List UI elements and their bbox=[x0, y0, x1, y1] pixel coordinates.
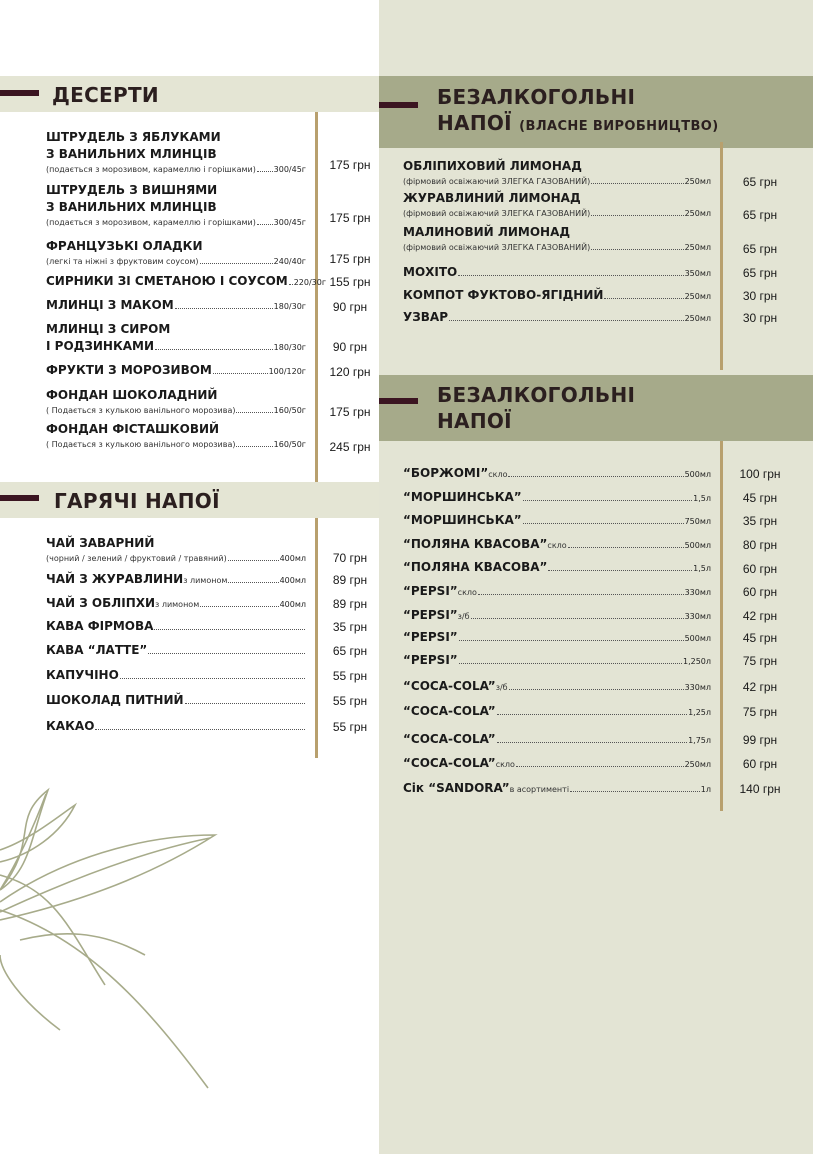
dessert-item: ФРАНЦУЗЬКІ ОЛАДКИ (легкі та ніжні з фруктовим соусом) 240/40г bbox=[46, 239, 306, 266]
soft-own-price: 65 грн bbox=[742, 175, 778, 189]
desserts-title: ДЕСЕРТИ bbox=[52, 83, 159, 107]
hot-drink-price: 70 грн bbox=[332, 551, 368, 565]
soft-own-item: ЖУРАВЛИНИЙ ЛИМОНАД (фірмовий освіжаючий ЗЛЕГКА ГАЗОВАНИЙ) 250мл bbox=[403, 191, 711, 218]
dessert-item: МЛИНЦІ З СИРОМ І РОДЗИНКАМИ 180/30г bbox=[46, 322, 306, 353]
soft-item: “БОРЖОМІ” скло 500мл bbox=[403, 466, 711, 480]
hot-drink-item: ЧАЙ З ЖУРАВЛИНИ з лимоном 400мл bbox=[46, 572, 306, 586]
soft-price: 75 грн bbox=[742, 705, 778, 719]
soft-item: “COCA-COLA” скло 250мл bbox=[403, 756, 711, 770]
dessert-price: 175 грн bbox=[329, 252, 371, 266]
dessert-price: 175 грн bbox=[329, 158, 371, 172]
hot-drink-item: ЧАЙ З ОБЛІПХИ з лимоном 400мл bbox=[46, 596, 306, 610]
soft-own-item: ОБЛІПИХОВИЙ ЛИМОНАД (фірмовий освіжаючий ЗЛЕГКА ГАЗОВАНИЙ) 250мл bbox=[403, 159, 711, 186]
hot-drink-price: 35 грн bbox=[332, 620, 368, 634]
dessert-price: 120 грн bbox=[329, 365, 371, 379]
dessert-price: 90 грн bbox=[332, 340, 368, 354]
soft-item: “МОРШИНСЬКА” 750мл bbox=[403, 513, 711, 527]
dessert-item: МЛИНЦІ З МАКОМ 180/30г bbox=[46, 298, 306, 312]
dessert-item: ШТРУДЕЛЬ З ЯБЛУКАМИ З ВАНИЛЬНИХ МЛИНЦІВ (подається з морозивом, карамеллю і горішками) 300/45г bbox=[46, 130, 306, 174]
hot-drink-price: 65 грн bbox=[332, 644, 368, 658]
soft-item: “МОРШИНСЬКА” 1,5л bbox=[403, 490, 711, 504]
soft-item: “ПОЛЯНА КВАСОВА” скло 500мл bbox=[403, 537, 711, 551]
soft-item: “PEPSI” 500мл bbox=[403, 630, 711, 644]
desserts-divider bbox=[315, 112, 318, 482]
dessert-price: 90 грн bbox=[332, 300, 368, 314]
hot-drink-item: КАВА ФІРМОВА bbox=[46, 618, 306, 635]
dessert-price: 245 грн bbox=[329, 440, 371, 454]
soft-accent-bar bbox=[379, 398, 418, 404]
soft-own-price: 30 грн bbox=[742, 311, 778, 325]
dessert-item: ФРУКТИ З МОРОЗИВОМ 100/120г bbox=[46, 363, 306, 377]
soft-price: 80 грн bbox=[742, 538, 778, 552]
soft-own-item: УЗВАР 250мл bbox=[403, 310, 711, 324]
hot-drink-price: 89 грн bbox=[332, 597, 368, 611]
dessert-item: ШТРУДЕЛЬ З ВИШНЯМИ З ВАНИЛЬНИХ МЛИНЦІВ (подається з морозивом, карамеллю і горішками) 300/45г bbox=[46, 183, 306, 227]
soft-price: 60 грн bbox=[742, 562, 778, 576]
soft-own-divider bbox=[720, 142, 723, 370]
hot-drink-item: КАВА “ЛАТТЕ” bbox=[46, 642, 306, 659]
dessert-price: 175 грн bbox=[329, 211, 371, 225]
soft-own-price: 65 грн bbox=[742, 242, 778, 256]
dessert-price: 175 грн bbox=[329, 405, 371, 419]
soft-own-title: БЕЗАЛКОГОЛЬНІ НАПОЇ (ВЛАСНЕ ВИРОБНИЦТВО) bbox=[437, 85, 719, 135]
dessert-item: ФОНДАН ШОКОЛАДНИЙ ( Подається з кулькою ванільного морозива) 160/50г bbox=[46, 388, 306, 415]
soft-price: 35 грн bbox=[742, 514, 778, 528]
hot-drink-price: 55 грн bbox=[332, 694, 368, 708]
soft-price: 60 грн bbox=[742, 585, 778, 599]
soft-own-item: КОМПОТ ФУКТОВО-ЯГІДНИЙ 250мл bbox=[403, 288, 711, 302]
hot-drink-item: КАПУЧІНО bbox=[46, 667, 306, 684]
hot-drink-price: 55 грн bbox=[332, 720, 368, 734]
soft-price: 100 грн bbox=[739, 467, 781, 481]
soft-own-accent-bar bbox=[379, 102, 418, 108]
desserts-accent-bar bbox=[0, 90, 39, 96]
soft-own-price: 65 грн bbox=[742, 266, 778, 280]
soft-title: БЕЗАЛКОГОЛЬНІ НАПОЇ bbox=[437, 383, 636, 433]
soft-price: 45 грн bbox=[742, 631, 778, 645]
soft-price: 42 грн bbox=[742, 680, 778, 694]
hot-drink-item: ЧАЙ ЗАВАРНИЙ (чорний / зелений / фруктовий / травяний) 400мл bbox=[46, 536, 306, 563]
soft-item: “COCA-COLA” з/б 330мл bbox=[403, 679, 711, 693]
soft-price: 99 грн bbox=[742, 733, 778, 747]
soft-price: 45 грн bbox=[742, 491, 778, 505]
dessert-price: 155 грн bbox=[329, 275, 371, 289]
hot-drinks-title: ГАРЯЧІ НАПОЇ bbox=[54, 489, 220, 513]
soft-item: “PEPSI” 1,250л bbox=[403, 653, 711, 667]
soft-item: “COCA-COLA” 1,75л bbox=[403, 732, 711, 746]
soft-item: “PEPSI” скло 330мл bbox=[403, 584, 711, 598]
soft-price: 75 грн bbox=[742, 654, 778, 668]
hot-drinks-divider bbox=[315, 518, 318, 758]
leaf-branch-icon bbox=[0, 780, 250, 1100]
soft-divider bbox=[720, 441, 723, 811]
soft-price: 60 грн bbox=[742, 757, 778, 771]
dessert-item: ФОНДАН ФІСТАШКОВИЙ ( Подається з кулькою ванільного морозива) 160/50г bbox=[46, 422, 306, 449]
hot-drink-item: ШОКОЛАД ПИТНИЙ bbox=[46, 692, 306, 709]
hot-drinks-accent-bar bbox=[0, 495, 39, 501]
soft-price: 42 грн bbox=[742, 609, 778, 623]
soft-own-item: МОХІТО 350мл bbox=[403, 265, 711, 279]
hot-drink-price: 55 грн bbox=[332, 669, 368, 683]
soft-item: “ПОЛЯНА КВАСОВА” 1,5л bbox=[403, 560, 711, 574]
hot-drink-price: 89 грн bbox=[332, 573, 368, 587]
soft-own-item: МАЛИНОВИЙ ЛИМОНАД (фірмовий освіжаючий ЗЛЕГКА ГАЗОВАНИЙ) 250мл bbox=[403, 225, 711, 252]
hot-drink-item: КАКАО bbox=[46, 718, 306, 735]
soft-own-price: 30 грн bbox=[742, 289, 778, 303]
dessert-item: СИРНИКИ ЗІ СМЕТАНОЮ І СОУСОМ 220/30г bbox=[46, 274, 327, 288]
soft-price: 140 грн bbox=[739, 782, 781, 796]
soft-item: “COCA-COLA” 1,25л bbox=[403, 704, 711, 718]
soft-item: Сік “SANDORA” в асортименті 1л bbox=[403, 781, 711, 795]
soft-item: “PEPSI” з/б 330мл bbox=[403, 608, 711, 622]
soft-own-price: 65 грн bbox=[742, 208, 778, 222]
